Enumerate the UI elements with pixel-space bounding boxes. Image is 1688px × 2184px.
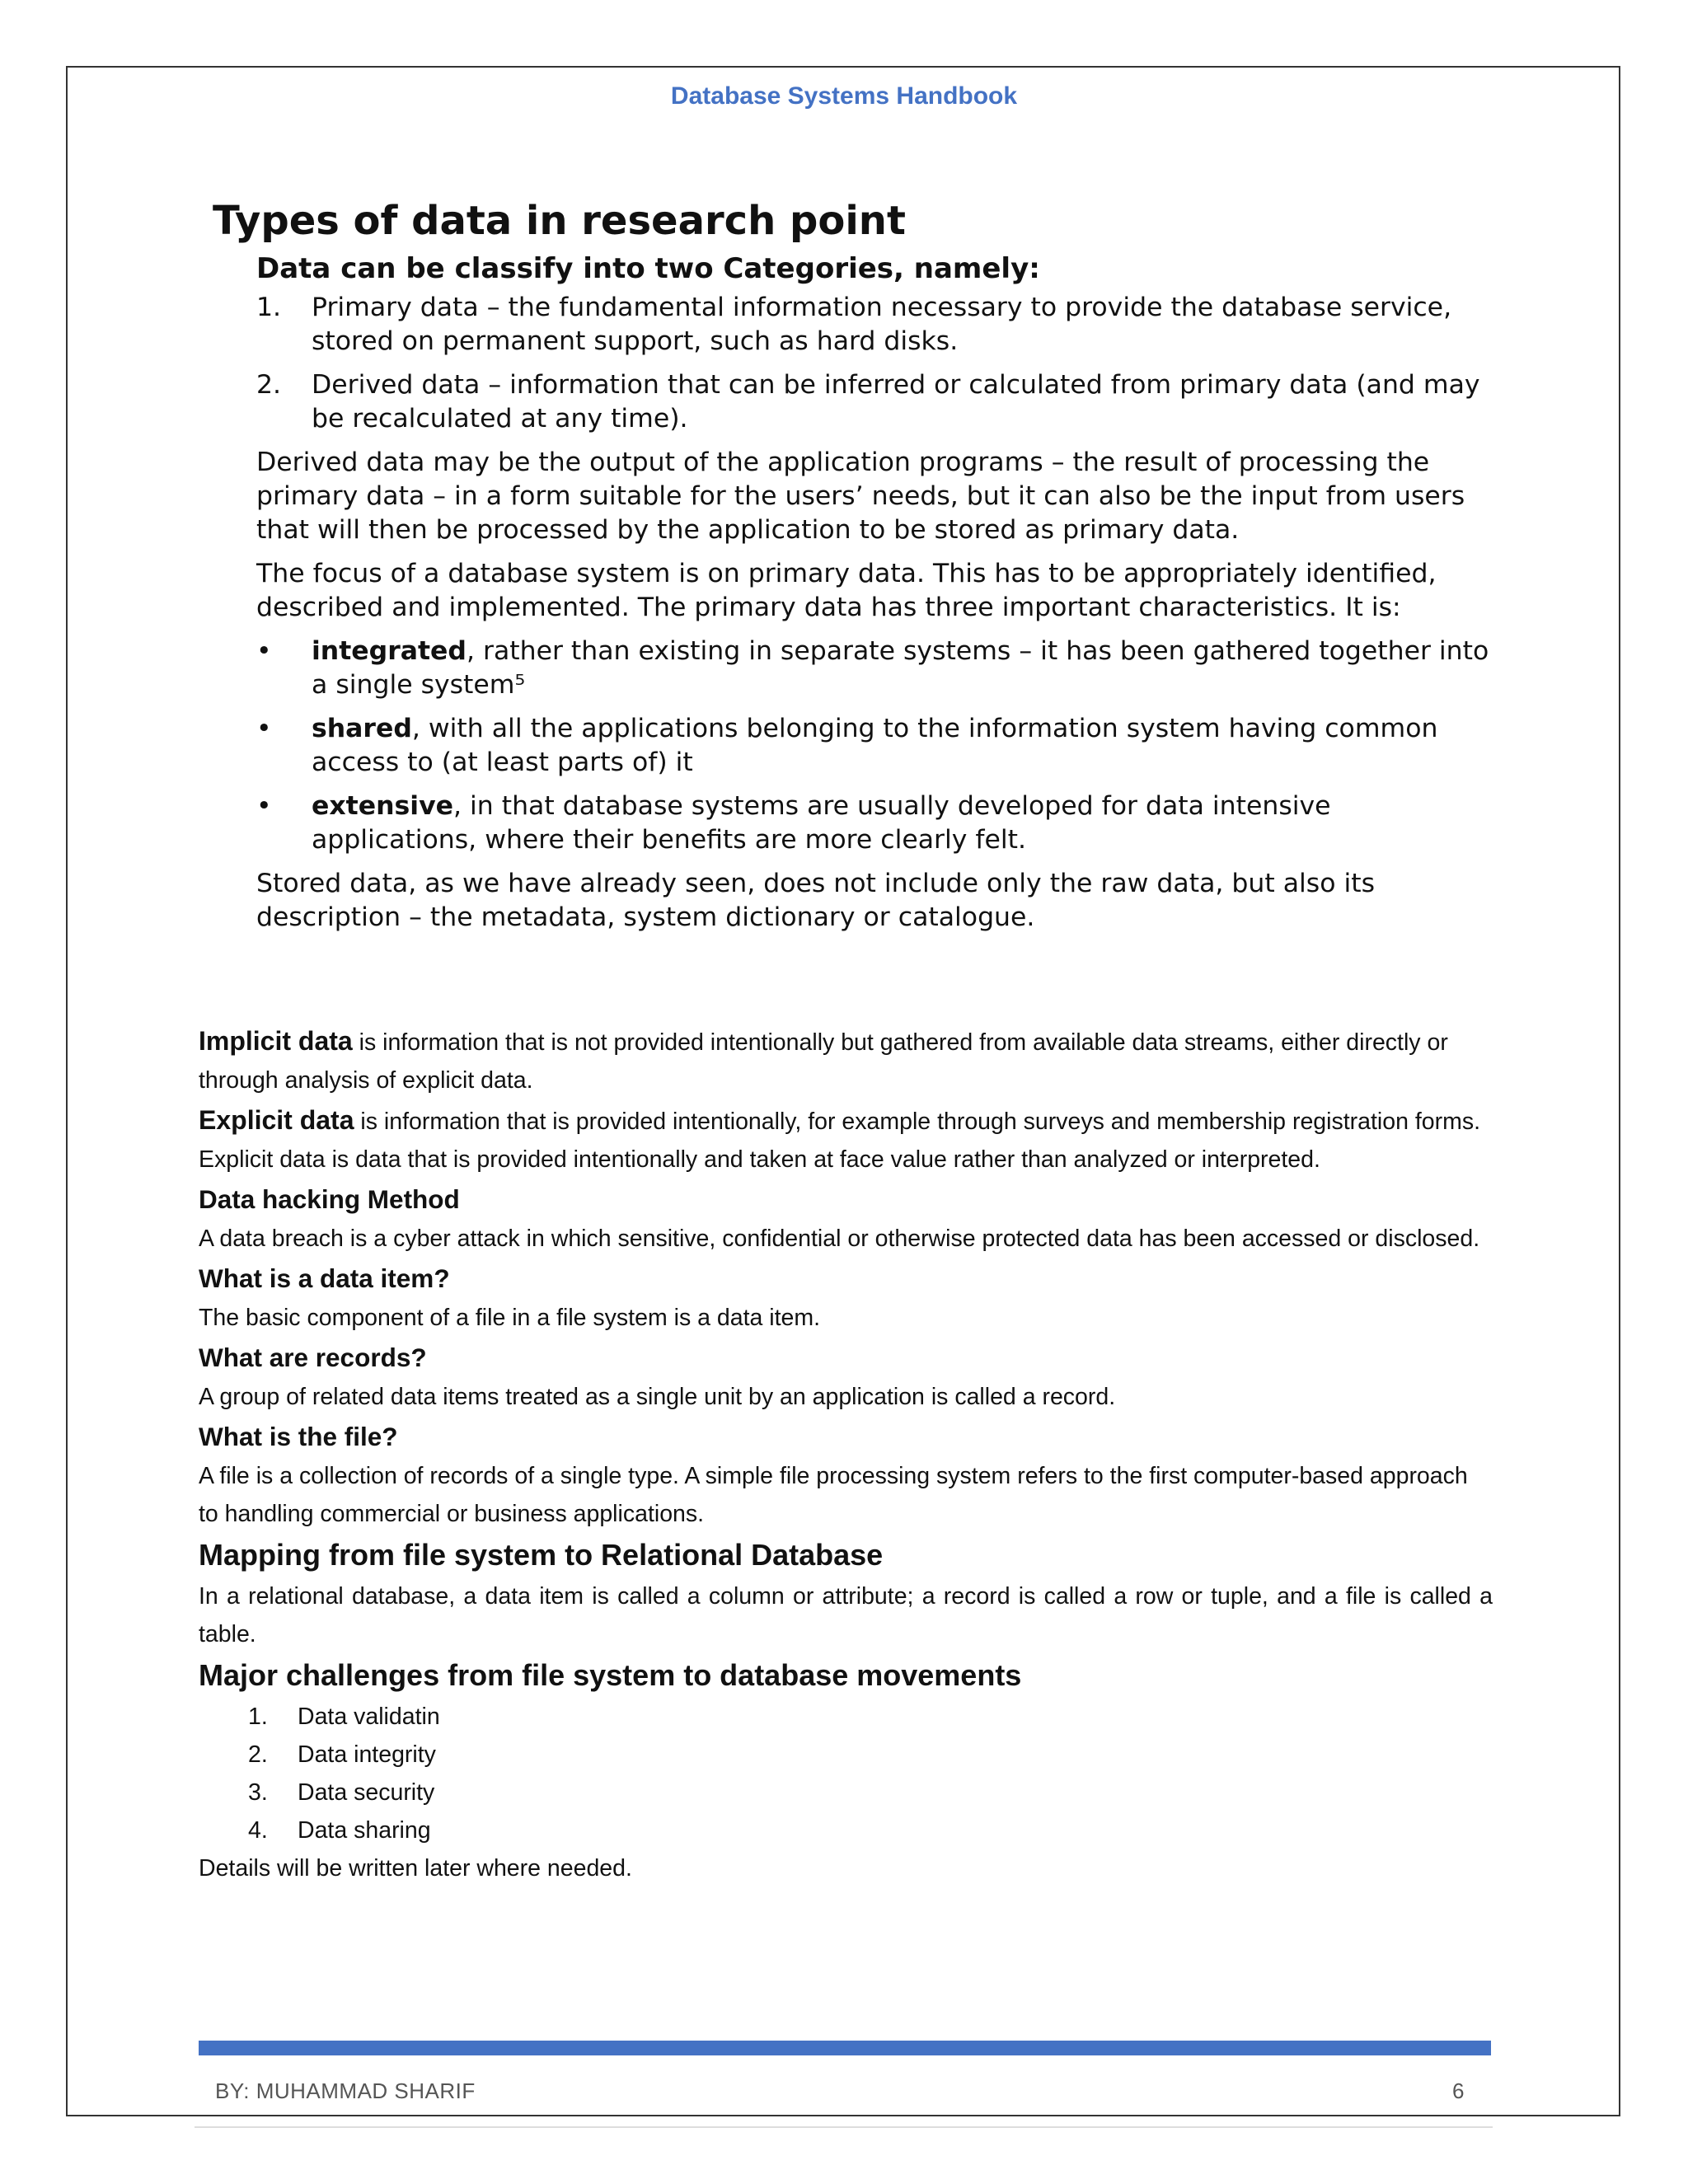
mapping-heading: Mapping from file system to Relational Database [199,1538,884,1572]
challenges-list [248,1698,1493,1849]
slide-paragraph: The focus of a database system is on primary data. This has to be appropriately identified, described and implemented. The primary data has three important characteristics. It is: [256,559,1437,622]
bullet-term: extensive [312,791,453,821]
slide-paragraph: Stored data, as we have already seen, does not include only the raw data, but also its description – the metadata, system dictionary or catalogue. [256,869,1375,932]
challenges-heading: Major challenges from file system to database movements [199,1658,1022,1692]
hacking-heading: Data hacking Method [199,1184,460,1214]
bullet-term: integrated [312,636,467,666]
list-text: Data security [298,1779,435,1806]
records-text: A group of related data items treated as a single unit by an application is called a record. [199,1384,1116,1410]
data-item-heading: What is a data item? [199,1263,450,1293]
list-item [256,291,1498,359]
explicit-text: is information that is provided intentionally, for example through surveys and membership registration forms. Explicit data is data that is provided intentionally and taken at face value rather than analyzed or interpreted. [199,1108,1481,1173]
slide-body [256,252,1498,935]
list-item [248,1736,1493,1774]
bullet-icon: • [256,636,272,666]
list-item [248,1811,1493,1849]
list-number: 1. [256,293,282,322]
list-number: 2. [256,370,282,400]
bullet-text: , in that database systems are usually developed for data intensive applications, where their benefits are more clearly felt. [312,791,1331,855]
records-heading: What are records? [199,1343,427,1372]
implicit-text: is information that is not provided intentionally but gathered from available data streams, either directly or through analysis of explicit data. [199,1029,1448,1094]
slide-bullet-list [256,635,1498,857]
file-text: A file is a collection of records of a single type. A simple file processing system refers to the first computer-based approach to handling commercial or business applications. [199,1463,1468,1527]
hacking-text: A data breach is a cyber attack in which sensitive, confidential or otherwise protected data has been accessed or disclosed. [199,1226,1480,1252]
list-text: Derived data – information that can be inferred or calculated from primary data (and may be recalculated at any time). [312,370,1480,434]
implicit-paragraph [199,1022,1493,1099]
explicit-term: Explicit data [199,1105,354,1135]
explicit-paragraph [199,1101,1493,1179]
list-item [256,635,1498,702]
footer-author: BY: MUHAMMAD SHARIF [215,2079,476,2103]
list-item [256,790,1498,857]
slide-numbered-list [256,291,1498,436]
mapping-text: In a relational database, a data item is called a column or attribute; a record is called a row or tuple, and a file is called a table. [199,1583,1493,1647]
list-item [256,712,1498,780]
bottom-divider [195,2126,1493,2128]
bullet-text: , rather than existing in separate systems – it has been gathered together into a single system⁵ [312,636,1489,700]
bullet-icon: • [256,791,272,821]
list-item [256,368,1498,436]
list-number: 2. [248,1741,268,1768]
document-body [199,1022,1493,1889]
slide-subtitle: Data can be classify into two Categories, namely: [256,252,1040,285]
bullet-term: shared [312,714,412,743]
list-number: 4. [248,1817,268,1844]
footer-accent-bar [199,2041,1491,2055]
list-number: 1. [248,1704,268,1730]
list-text: Data integrity [298,1741,436,1768]
file-heading: What is the file? [199,1422,398,1451]
closing-note: Details will be written later where needed. [199,1855,632,1882]
page-number: 6 [1452,2079,1465,2103]
running-header: Database Systems Handbook [670,82,1018,110]
list-text: Data validatin [298,1704,440,1730]
slide-paragraph: Derived data may be the output of the application programs – the result of processing the primary data – in a form suitable for the users’ needs, but it can also be the input from users that will then be processed by the application to be stored as primary data. [256,448,1465,545]
data-item-text: The basic component of a file in a file system is a data item. [199,1305,821,1331]
embedded-slide-image [213,198,1498,944]
bullet-text: , with all the applications belonging to the information system having common access to (at least parts of) it [312,714,1438,777]
list-item [248,1774,1493,1811]
list-text: Data sharing [298,1817,431,1844]
list-item [248,1698,1493,1736]
list-text: Primary data – the fundamental information necessary to provide the database service, stored on permanent support, such as hard disks. [312,293,1452,356]
slide-title: Types of data in research point [213,198,906,244]
implicit-term: Implicit data [199,1026,353,1056]
list-number: 3. [248,1779,268,1806]
bullet-icon: • [256,714,272,743]
